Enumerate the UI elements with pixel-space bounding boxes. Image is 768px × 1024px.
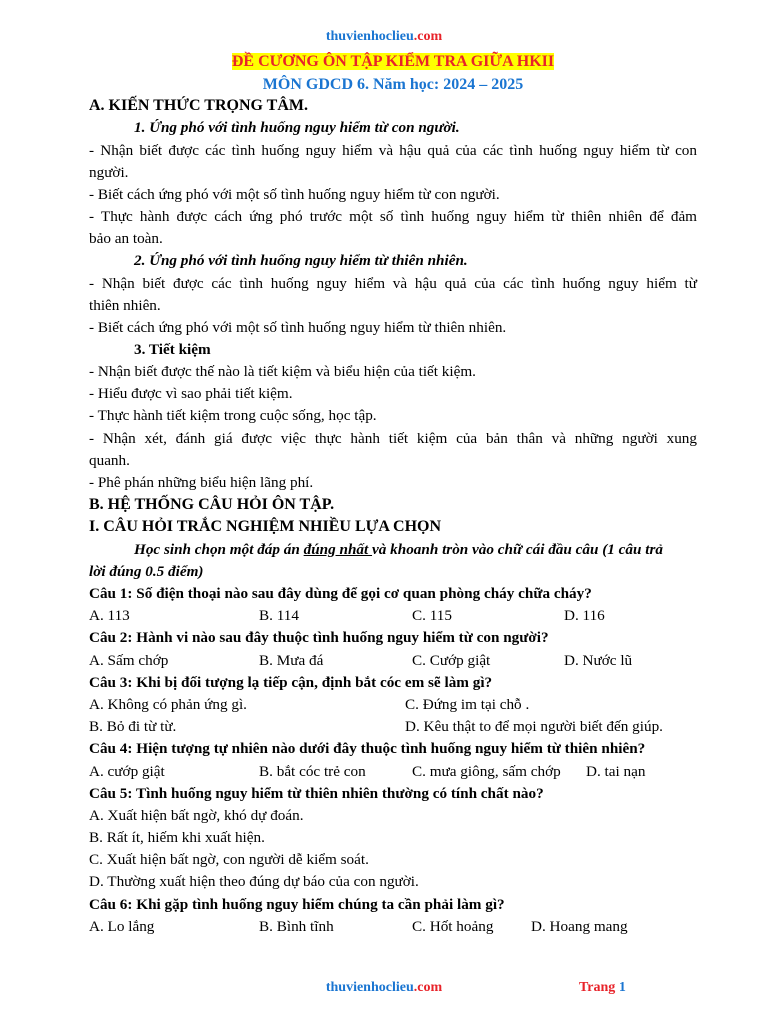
doc-title-line (89, 51, 697, 73)
question-4-options (89, 761, 697, 783)
option-b[interactable]: B. 114 (259, 607, 299, 624)
instructions-cont: lời đúng 0.5 điểm) (89, 563, 204, 580)
site-domain: .com (413, 29, 443, 44)
site-name: thuvienhoclieu (325, 29, 414, 44)
footer-site-domain: .com (413, 980, 443, 995)
option-c[interactable]: C. Cướp giật (412, 652, 491, 669)
instructions (134, 539, 663, 561)
question-3: Câu 3: Khi bị đối tượng lạ tiếp cận, định bắt cóc em sẽ làm gì? (89, 674, 493, 691)
question-1: Câu 1: Số điện thoại nào sau đây dùng để gọi cơ quan phòng cháy chữa cháy? (89, 585, 592, 602)
option-b[interactable]: B. Bình tĩnh (259, 918, 334, 935)
option-a[interactable]: A. Sấm chớp (89, 652, 169, 669)
question-3-options-row2 (89, 716, 697, 738)
topic1-title: 1. Ứng phó với tình huống nguy hiểm từ con người. (134, 119, 460, 136)
section-a-heading: A. KIẾN THỨC TRỌNG TÂM. (89, 97, 308, 114)
question-4: Câu 4: Hiện tượng tự nhiên nào dưới đây thuộc tình huống nguy hiểm từ thiên nhiên? (89, 740, 646, 757)
site-footer (0, 978, 768, 998)
option-b[interactable]: B. bắt cóc trẻ con (259, 763, 366, 780)
topic3-bullet5: - Phê phán những biểu hiện lãng phí. (89, 474, 314, 491)
option-c[interactable]: C. Hốt hoảng (412, 918, 494, 935)
question-2: Câu 2: Hành vi nào sau đây thuộc tình huống nguy hiểm từ con người? (89, 629, 549, 646)
section-b-heading: B. HỆ THỐNG CÂU HỎI ÔN TẬP. (89, 496, 335, 513)
topic2-bullet1: - Nhận biết được các tình huống nguy hiểm và hậu quả của các tình huống nguy hiểm từ (89, 275, 697, 292)
topic3-bullet2: - Hiểu được vì sao phải tiết kiệm. (89, 385, 293, 402)
question-3-options-row1 (89, 694, 697, 716)
instructions-part-a: Học sinh chọn một đáp án (134, 541, 304, 558)
doc-subtitle: MÔN GDCD 6. Năm học: 2024 – 2025 (262, 76, 524, 93)
topic3-bullet3: - Thực hành tiết kiệm trong cuộc sống, học tập. (89, 407, 377, 424)
option-d[interactable]: D. Kêu thật to để mọi người biết đến giúp. (405, 718, 663, 735)
option-c[interactable]: C. Xuất hiện bất ngờ, con người dễ kiểm soát. (89, 851, 369, 868)
option-a[interactable]: A. Lo lắng (89, 918, 155, 935)
topic1-bullet3-cont: bảo an toàn. (89, 230, 163, 247)
option-d[interactable]: D. Nước lũ (564, 652, 633, 669)
option-a[interactable]: A. Không có phản ứng gì. (89, 696, 247, 713)
topic3-bullet4-cont: quanh. (89, 452, 130, 469)
option-d[interactable]: D. Hoang mang (531, 918, 628, 935)
option-c[interactable]: C. Đứng im tại chỗ . (405, 696, 530, 713)
question-6: Câu 6: Khi gặp tình huống nguy hiểm chúng ta cần phải làm gì? (89, 896, 505, 913)
option-d[interactable]: D. Thường xuất hiện theo đúng dự báo của con người. (89, 873, 419, 890)
option-b[interactable]: B. Bỏ đi từ từ. (89, 718, 177, 735)
instructions-part-b: và khoanh tròn vào chữ cái đầu câu (1 câu trả (372, 541, 663, 558)
question-1-options (89, 605, 697, 627)
doc-subtitle-line (89, 74, 697, 96)
topic2-bullet2: - Biết cách ứng phó với một số tình huống nguy hiểm từ thiên nhiên. (89, 319, 507, 336)
option-d[interactable]: D. tai nạn (586, 763, 646, 780)
topic2-title: 2. Ứng phó với tình huống nguy hiểm từ thiên nhiên. (134, 252, 468, 269)
question-2-options (89, 650, 697, 672)
option-c[interactable]: C. 115 (412, 607, 452, 624)
topic1-bullet2: - Biết cách ứng phó với một số tình huống nguy hiểm từ con người. (89, 186, 500, 203)
option-a[interactable]: A. cướp giật (89, 763, 165, 780)
topic2-bullet1-cont: thiên nhiên. (89, 297, 161, 314)
question-6-options (89, 916, 697, 938)
topic3-bullet1: - Nhận biết được thế nào là tiết kiệm và biểu hiện của tiết kiệm. (89, 363, 476, 380)
part1-heading: I. CÂU HỎI TRẮC NGHIỆM NHIỀU LỰA CHỌN (89, 518, 442, 535)
option-a[interactable]: A. 113 (89, 607, 130, 624)
option-a[interactable]: A. Xuất hiện bất ngờ, khó dự đoán. (89, 807, 304, 824)
topic1-bullet1: - Nhận biết được các tình huống nguy hiểm và hậu quả của các tình huống nguy hiểm từ con (89, 142, 697, 159)
footer-site-name: thuvienhoclieu (325, 980, 414, 995)
option-b[interactable]: B. Mưa đá (259, 652, 324, 669)
topic3-title: 3. Tiết kiệm (134, 341, 211, 358)
page-number (579, 978, 626, 998)
question-5: Câu 5: Tình huống nguy hiểm từ thiên nhiên thường có tính chất nào? (89, 785, 544, 802)
topic3-bullet4: - Nhận xét, đánh giá được việc thực hành tiết kiệm của bản thân và những người xung (89, 430, 697, 447)
page-label: Trang (579, 980, 619, 995)
instructions-emphasis: đúng nhất (303, 541, 373, 558)
page-num: 1 (618, 980, 626, 995)
site-header (0, 27, 768, 47)
topic1-bullet1-cont: người. (89, 164, 129, 181)
option-d[interactable]: D. 116 (564, 607, 605, 624)
topic1-bullet3: - Thực hành được cách ứng phó trước một số tình huống nguy hiểm từ thiên nhiên để đảm (89, 208, 697, 225)
option-c[interactable]: C. mưa giông, sấm chớp (412, 763, 561, 780)
doc-title: ĐỀ CƯƠNG ÔN TẬP KIỂM TRA GIỮA HKII (231, 53, 555, 70)
option-b[interactable]: B. Rất ít, hiếm khi xuất hiện. (89, 829, 265, 846)
